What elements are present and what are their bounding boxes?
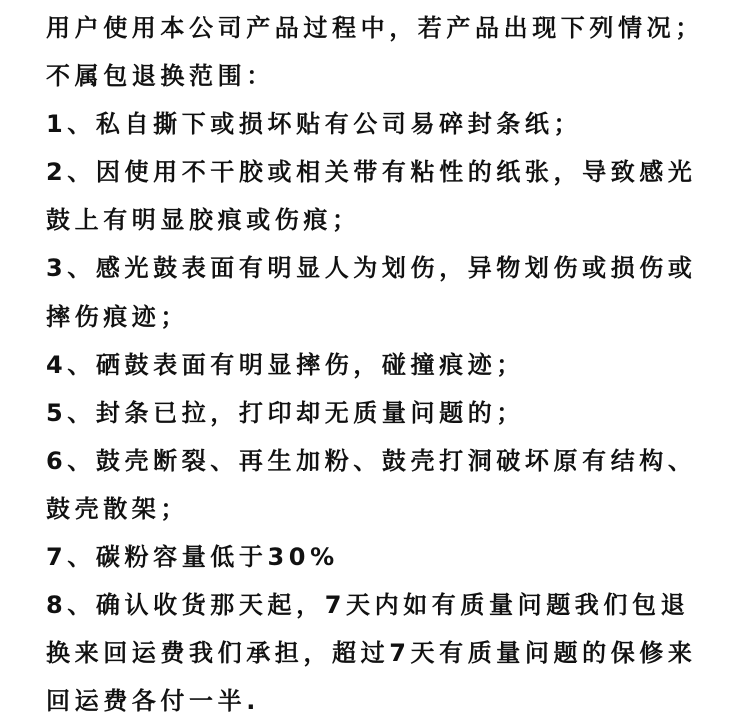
item-2-line-2: 鼓上有明显胶痕或伤痕； [46, 206, 361, 235]
item-1-line-1: 1、私自撕下或损坏贴有公司易碎封条纸； [46, 110, 583, 139]
return-policy-text [46, 4, 726, 725]
item-4-line-1: 4、硒鼓表面有明显摔伤，碰撞痕迹； [46, 350, 525, 379]
item-8-line-3: 回运费各付一半. [46, 687, 260, 716]
item-2-line-1: 2、因使用不干胶或相关带有粘性的纸张，导致感光 [46, 158, 697, 187]
intro-line-1: 用户使用本公司产品过程中，若产品出现下列情况； [46, 14, 704, 42]
item-3-line-1: 3、感光鼓表面有明显人为划伤，异物划伤或损伤或 [46, 254, 697, 283]
item-6-line-2: 鼓壳散架； [46, 494, 189, 523]
item-3-line-2: 摔伤痕迹； [46, 302, 189, 331]
intro-line-2: 不属包退换范围： [46, 62, 275, 91]
item-5-line-1: 5、封条已拉，打印却无质量问题的； [46, 398, 525, 427]
item-8-line-2: 换来回运费我们承担，超过7天有质量问题的保修来 [46, 639, 697, 668]
item-6-line-1: 6、鼓壳断裂、再生加粉、鼓壳打洞破坏原有结构、 [46, 446, 697, 475]
item-8-line-1: 8、确认收货那天起，7天内如有质量问题我们包退 [46, 591, 690, 620]
item-7-line-1: 7、碳粉容量低于30% [46, 543, 339, 572]
